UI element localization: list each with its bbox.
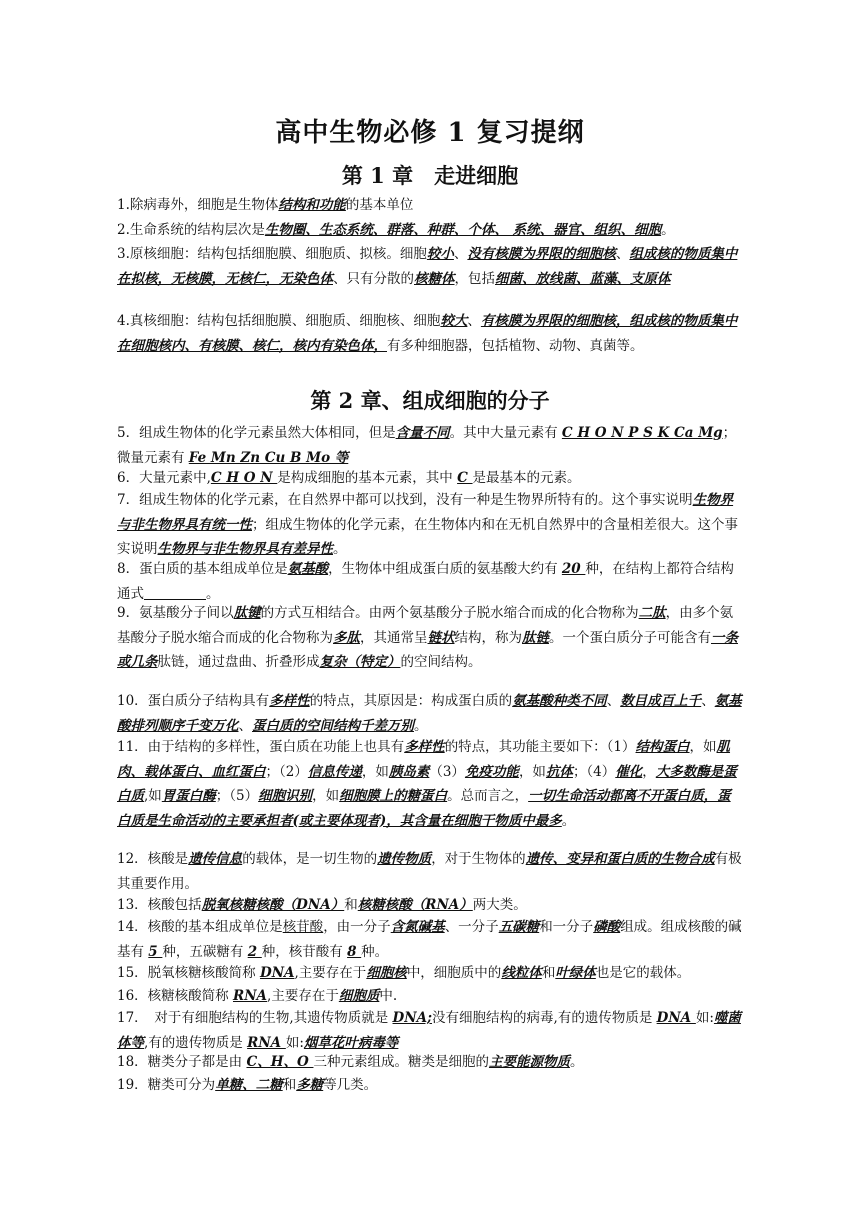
- chapter-1-heading: 第 1 章 走进细胞: [341, 163, 519, 188]
- chapter-2-heading: 第 2 章、组成细胞的分子: [310, 388, 550, 413]
- item-8: 8．蛋白质的基本组成单位是氨基酸，生物体中组成蛋白质的氨基酸大约有 20 种，在结构上都符合结构通式 。: [117, 561, 734, 602]
- item-9: 9．氨基酸分子间以肽键的方式互相结合。由两个氨基酸分子脱水缩合而成的化合物称为二肽，由多个氨基酸分子脱水缩合而成的化合物称为多肽，其通常呈链状结构，称为肽链。一个蛋白质分子可能含有一条或几条肽链，通过盘曲、折叠形成复杂（特定）的空间结构。: [117, 605, 738, 670]
- item-2: 2.生命系统的结构层次是生物圈、生态系统、群落、种群、个体、 系统、器官、组织、细胞。: [117, 222, 675, 238]
- document-title: 高中生物必修 1 复习提纲: [275, 118, 585, 148]
- item-3: 3.原核细胞：结构包括细胞膜、细胞质、拟核。细胞较小、没有核膜为界限的细胞核、组成核的物质集中在拟核，无核膜，无核仁，无染色体、只有分散的核糖体，包括细菌、放线菌、蓝藻、支原体: [117, 246, 738, 287]
- item-11: 11．由于结构的多样性，蛋白质在功能上也具有多样性的特点，其功能主要如下：（1）结构蛋白，如肌肉、载体蛋白、血红蛋白；（2）信息传递，如胰岛素（3）免疫功能，如抗体；（4）催化，大多数酶是蛋白质,如胃蛋白酶；（5）细胞识别，如细胞膜上的糖蛋白。总而言之，一切生命活动都离不开蛋白质，蛋白质是生命活动的主要承担者(或主要体现者)，其含量在细胞干物质中最多。: [117, 739, 737, 829]
- item-15: 15．脱氧核糖核酸简称 DNA,主要存在于细胞核中，细胞质中的线粒体和叶绿体也是它的载体。: [117, 965, 691, 981]
- item-6: 6．大量元素中,C H O N 是构成细胞的基本元素，其中 C 是最基本的元素。: [117, 470, 581, 486]
- item-4: 4.真核细胞：结构包括细胞膜、细胞质、细胞核、细胞较大、有核膜为界限的细胞核，组成核的物质集中在细胞核内、有核膜、核仁，核内有染色体，有多种细胞器，包括植物、动物、真菌等。: [117, 313, 738, 354]
- item-10: 10．蛋白质分子结构具有多样性的特点，其原因是：构成蛋白质的氨基酸种类不同、数目成百上千、氨基酸排列顺序千变万化、蛋白质的空间结构千差万别。: [117, 693, 742, 734]
- item-19: 19．糖类可分为单糖、二糖和多糖等几类。: [117, 1077, 378, 1093]
- item-5: 5．组成生物体的化学元素虽然大体相同，但是含量不同。其中大量元素有 C H O N P S K Ca Mg；微量元素有 Fe Mn Zn Cu B Mo 等: [117, 425, 737, 466]
- item-7: 7．组成生物体的化学元素，在自然界中都可以找到，没有一种是生物界所特有的。这个事实说明生物界与非生物界具有统一性；组成生物体的化学元素，在生物体内和在无机自然界中的含量相差很大。这个事实说明生物界与非生物界具有差异性。: [117, 492, 738, 557]
- formula-blank: [144, 585, 206, 600]
- item-18: 18．糖类分子都是由 C、H、O 三种元素组成。糖类是细胞的主要能源物质。: [117, 1054, 584, 1070]
- item-12: 12．核酸是遗传信息的载体，是一切生物的遗传物质，对于生物体的遗传、变异和蛋白质的生物合成有极其重要作用。: [117, 851, 742, 892]
- item-13: 13．核酸包括脱氧核糖核酸（DNA）和核糖核酸（RNA）两大类。: [117, 897, 527, 913]
- item-17: 17． 对于有细胞结构的生物,其遗传物质就是 DNA;没有细胞结构的病毒,有的遗传物质是 DNA 如:噬菌体等,有的遗传物质是 RNA 如:烟草花叶病毒等: [117, 1010, 741, 1051]
- item-1: 1.除病毒外，细胞是生物体结构和功能的基本单位: [117, 197, 414, 213]
- item-14: 14．核酸的基本组成单位是核苷酸，由一分子含氮碱基、一分子五碳糖和一分子磷酸组成。组成核酸的碱基有 5 种，五碳糖有 2 种，核苷酸有 8 种。: [117, 919, 742, 960]
- item-16: 16．核糖核酸简称 RNA,主要存在于细胞质中.: [117, 988, 398, 1004]
